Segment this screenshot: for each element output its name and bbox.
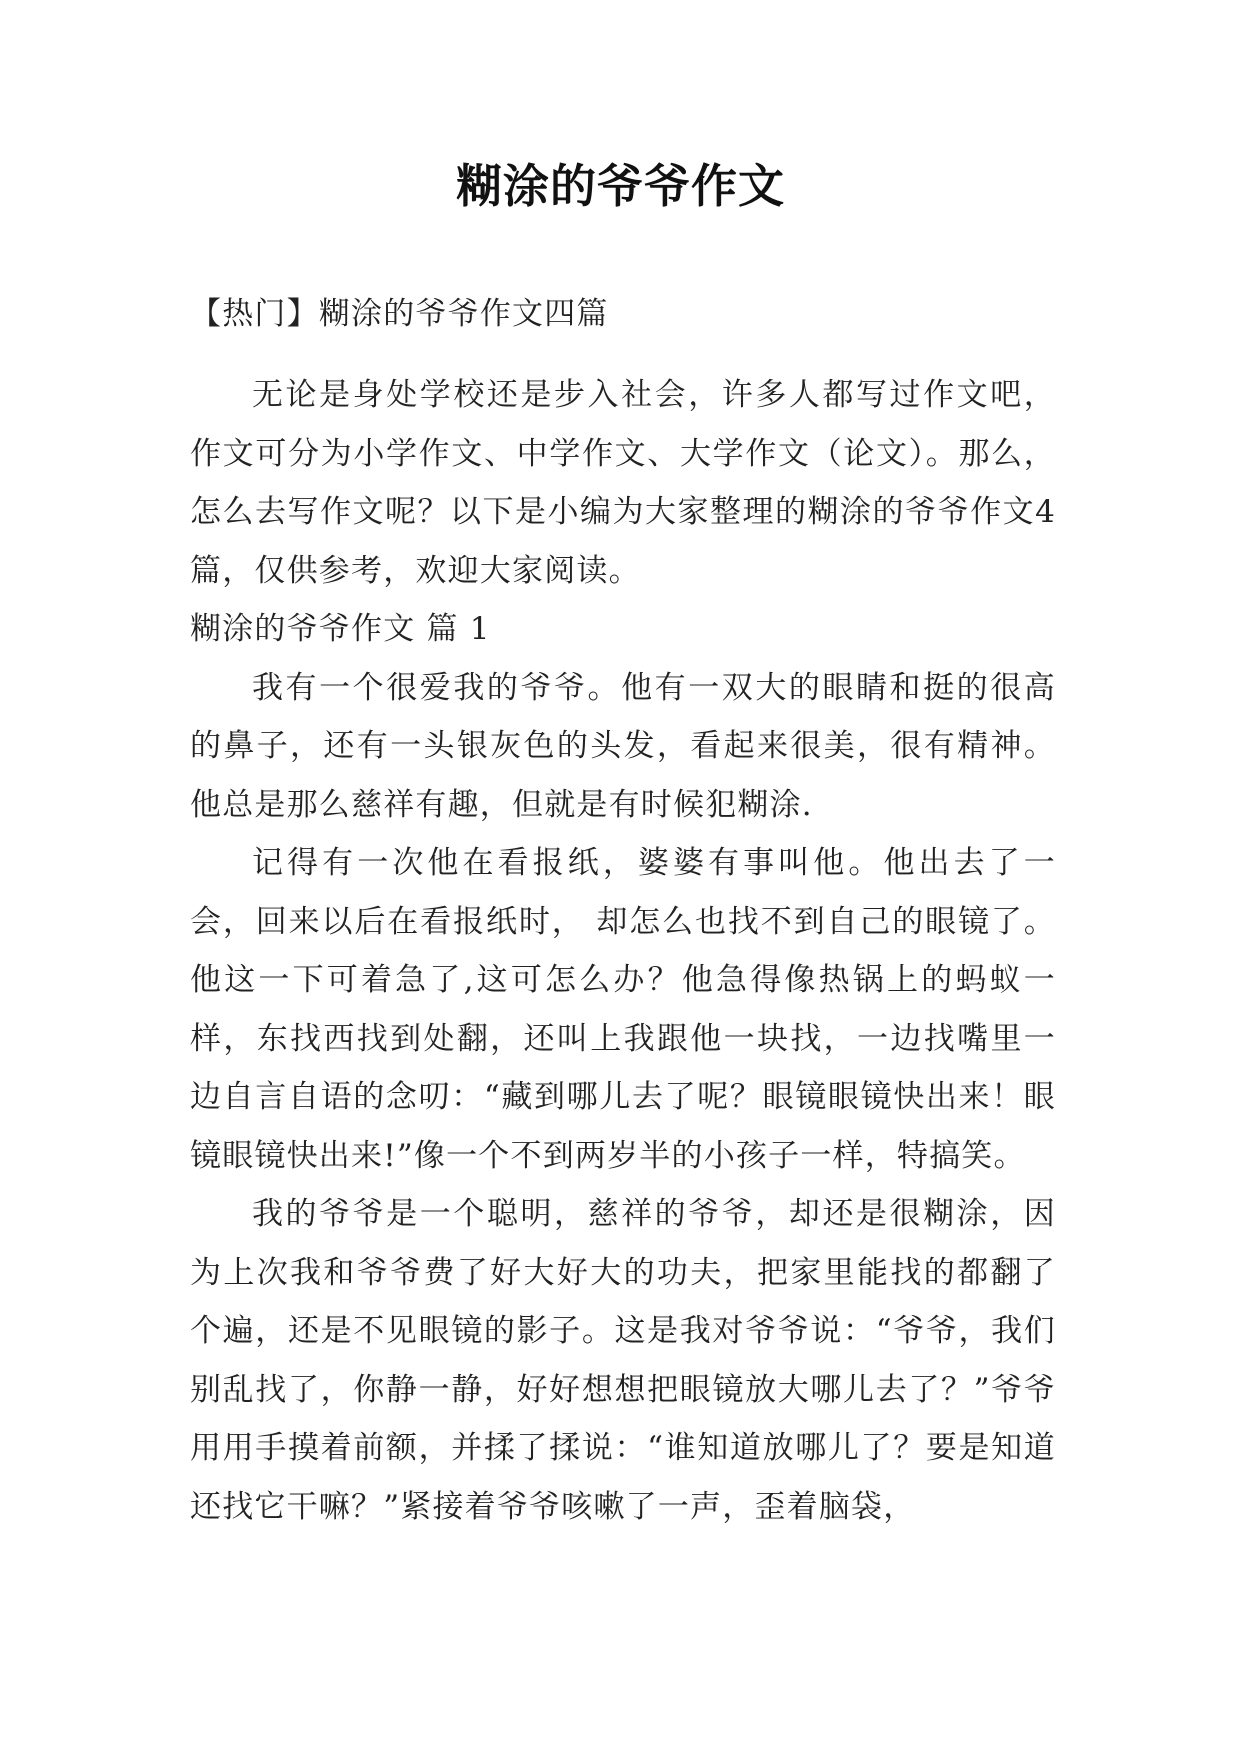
document-title: 糊涂的爷爷作文 [456, 159, 785, 213]
body-paragraph: 记得有一次他在看报纸，婆婆有事叫他。他出去了一会，回来以后在看报纸时， 却怎么也找不到自己的眼镜了。他这一下可着急了,这可怎么办？他急得像热锅上的蚂蚁一样，东找西找到处翻，还叫上我跟他一块找，一边找嘴里一边自言自语的念叨：“藏到哪儿去了呢？眼镜眼镜快出来！眼镜眼镜快出来!”像一个不到两岁半的小孩子一样，特搞笑。 [190, 845, 1056, 1174]
section-heading: 糊涂的爷爷作文 篇 1 [190, 611, 491, 647]
document-subtitle: 【热门】糊涂的爷爷作文四篇 [190, 296, 609, 332]
body-paragraph: 我有一个很爱我的爷爷。他有一双大的眼睛和挺的很高的鼻子，还有一头银灰色的头发，看起来很美，很有精神。他总是那么慈祥有趣，但就是有时候犯糊涂. [190, 669, 1056, 823]
body-paragraph: 我的爷爷是一个聪明，慈祥的爷爷，却还是很糊涂，因为上次我和爷爷费了好大好大的功夫，把家里能找的都翻了个遍，还是不见眼镜的影子。这是我对爷爷说：“爷爷，我们别乱找了，你静一静，好好想想把眼镜放大哪儿去了？”爷爷用用手摸着前额，并揉了揉说：“谁知道放哪儿了？要是知道还找它干嘛？”紧接着爷爷咳嗽了一声，歪着脑袋， [190, 1196, 1056, 1525]
document-body [190, 366, 1056, 1536]
intro-paragraph: 无论是身处学校还是步入社会，许多人都写过作文吧，作文可分为小学作文、中学作文、大学作文（论文）。那么，怎么去写作文呢？以下是小编为大家整理的糊涂的爷爷作文4篇，仅供参考，欢迎大家阅读。 [190, 377, 1056, 589]
